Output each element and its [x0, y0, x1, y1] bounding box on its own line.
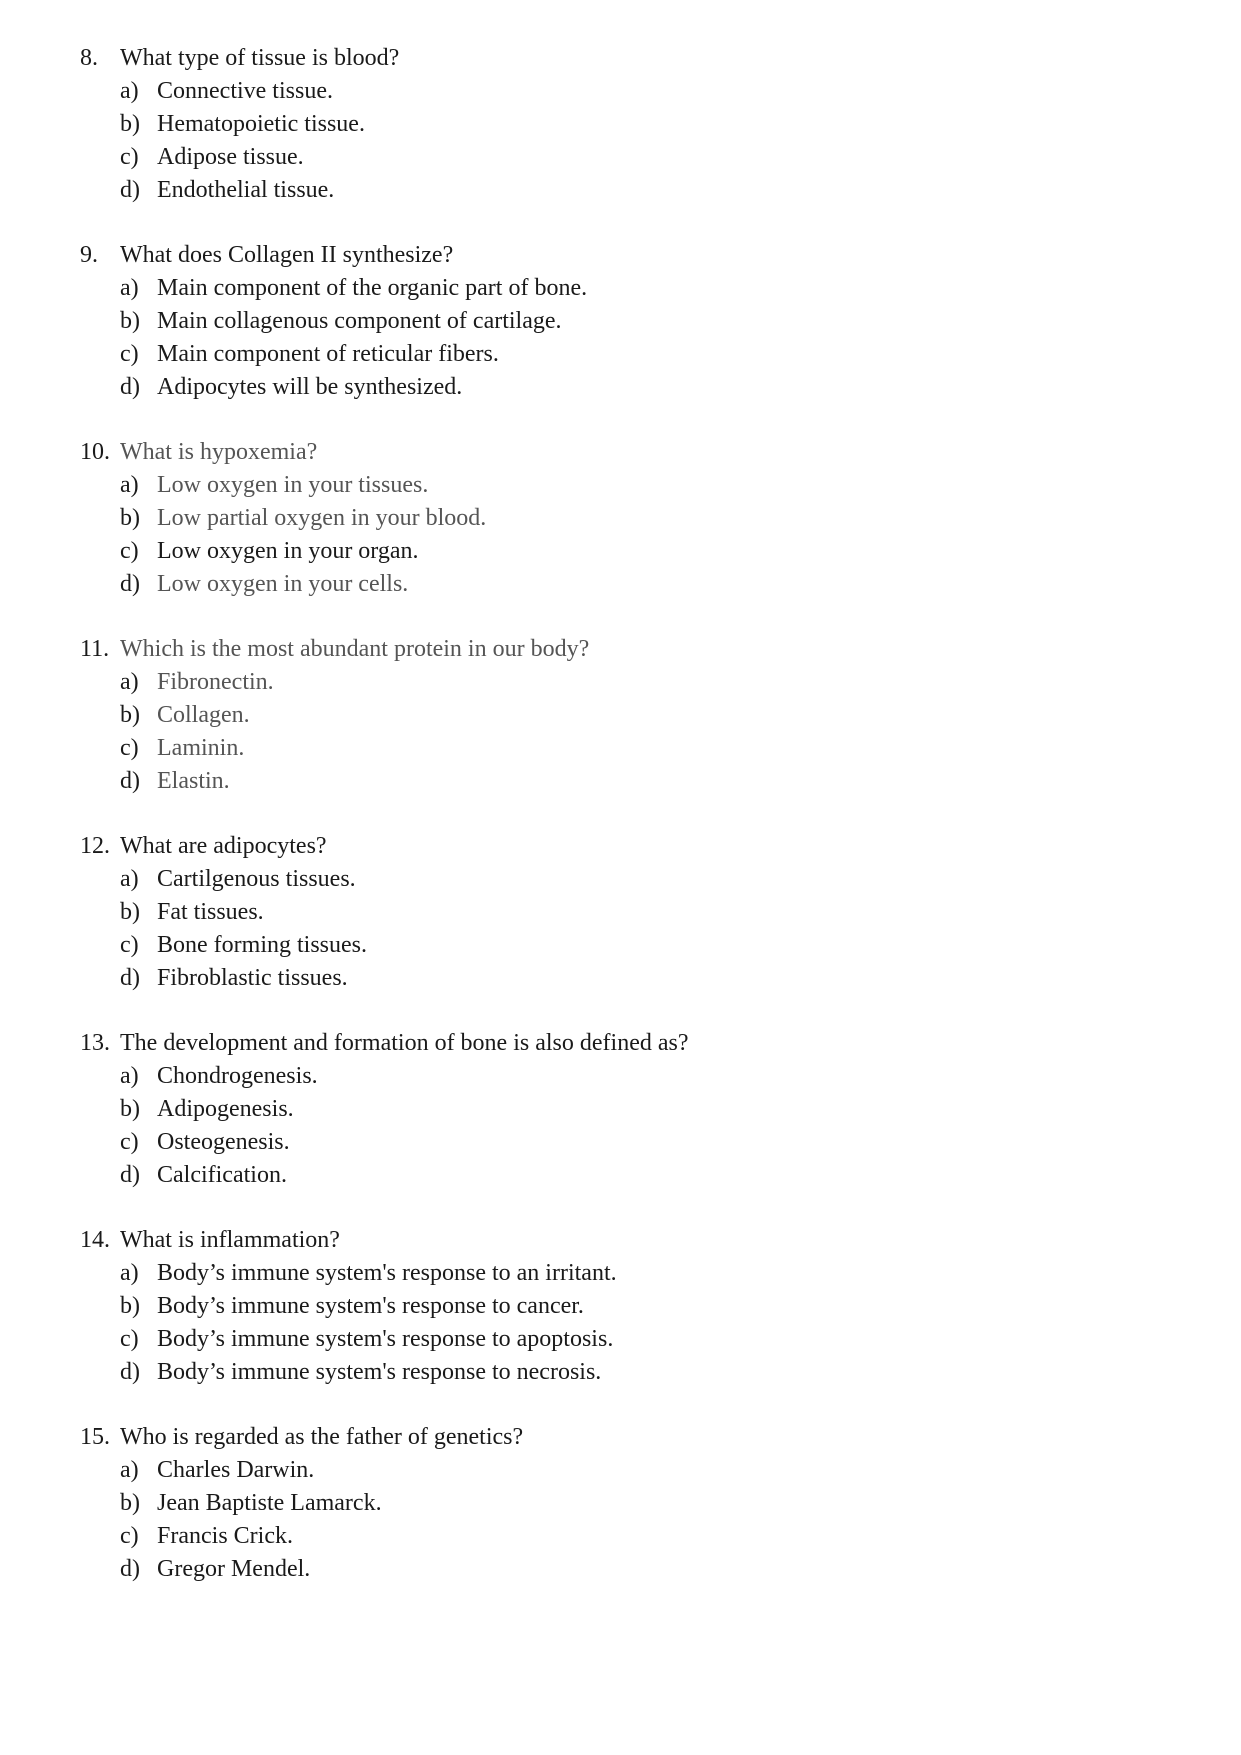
option-text: Bone forming tissues.	[157, 932, 367, 958]
question-number: 10.	[80, 439, 110, 465]
option-letter: b)	[120, 1490, 140, 1516]
option-text: Gregor Mendel.	[157, 1556, 311, 1582]
question-8	[80, 42, 1160, 207]
option-d	[80, 371, 1160, 404]
question-number: 9.	[80, 242, 98, 268]
option-text: Fibroblastic tissues.	[157, 965, 348, 991]
option-text: Fibronectin.	[157, 669, 274, 695]
option-d	[80, 1159, 1160, 1192]
option-letter: a)	[120, 866, 139, 892]
option-d	[80, 765, 1160, 798]
question-number: 14.	[80, 1227, 110, 1253]
option-letter: d)	[120, 1359, 140, 1385]
option-letter: b)	[120, 899, 140, 925]
option-letter: d)	[120, 177, 140, 203]
option-letter: d)	[120, 965, 140, 991]
option-text: Hematopoietic tissue.	[157, 111, 365, 137]
option-text: Adipose tissue.	[157, 144, 304, 170]
question-stem	[80, 1421, 1160, 1454]
question-stem	[80, 239, 1160, 272]
option-letter: d)	[120, 374, 140, 400]
option-text: Osteogenesis.	[157, 1129, 290, 1155]
option-letter: c)	[120, 735, 139, 761]
option-a	[80, 469, 1160, 502]
option-letter: c)	[120, 1326, 139, 1352]
question-text: What type of tissue is blood?	[120, 45, 400, 71]
option-d	[80, 1356, 1160, 1389]
question-14	[80, 1224, 1160, 1389]
option-text: Body’s immune system's response to necrosis.	[157, 1359, 602, 1385]
option-text: Low oxygen in your tissues.	[157, 472, 429, 498]
option-letter: c)	[120, 1523, 139, 1549]
option-c	[80, 732, 1160, 765]
option-letter: c)	[120, 538, 139, 564]
question-text: The development and formation of bone is also defined as?	[120, 1030, 689, 1056]
question-9	[80, 239, 1160, 404]
option-text: Chondrogenesis.	[157, 1063, 318, 1089]
question-number: 12.	[80, 833, 110, 859]
question-number: 11.	[80, 636, 110, 662]
option-text: Endothelial tissue.	[157, 177, 335, 203]
option-text: Low oxygen in your organ.	[157, 538, 419, 564]
option-a	[80, 272, 1160, 305]
option-letter: d)	[120, 768, 140, 794]
option-b	[80, 108, 1160, 141]
option-text: Adipogenesis.	[157, 1096, 294, 1122]
option-text: Main component of reticular fibers.	[157, 341, 499, 367]
option-b	[80, 896, 1160, 929]
question-stem	[80, 436, 1160, 469]
option-a	[80, 666, 1160, 699]
option-letter: a)	[120, 472, 139, 498]
option-text: Main collagenous component of cartilage.	[157, 308, 562, 334]
question-15	[80, 1421, 1160, 1586]
question-text: What are adipocytes?	[120, 833, 327, 859]
question-stem	[80, 1027, 1160, 1060]
option-d	[80, 962, 1160, 995]
option-letter: a)	[120, 1260, 139, 1286]
option-text: Connective tissue.	[157, 78, 333, 104]
option-letter: b)	[120, 702, 140, 728]
option-letter: a)	[120, 1457, 139, 1483]
option-text: Adipocytes will be synthesized.	[157, 374, 463, 400]
option-letter: a)	[120, 275, 139, 301]
question-text: What does Collagen II synthesize?	[120, 242, 454, 268]
option-b	[80, 699, 1160, 732]
option-c	[80, 929, 1160, 962]
option-text: Jean Baptiste Lamarck.	[157, 1490, 382, 1516]
option-letter: d)	[120, 571, 140, 597]
option-letter: d)	[120, 1556, 140, 1582]
option-letter: a)	[120, 669, 139, 695]
question-number: 13.	[80, 1030, 110, 1056]
option-c	[80, 535, 1160, 568]
option-d	[80, 1553, 1160, 1586]
option-letter: b)	[120, 111, 140, 137]
question-text: What is inflammation?	[120, 1227, 340, 1253]
option-text: Body’s immune system's response to cancer.	[157, 1293, 584, 1319]
option-letter: a)	[120, 78, 139, 104]
option-letter: b)	[120, 1293, 140, 1319]
option-letter: a)	[120, 1063, 139, 1089]
question-stem	[80, 1224, 1160, 1257]
option-letter: b)	[120, 505, 140, 531]
option-text: Low partial oxygen in your blood.	[157, 505, 487, 531]
option-b	[80, 1093, 1160, 1126]
option-letter: c)	[120, 1129, 139, 1155]
option-text: Main component of the organic part of bone.	[157, 275, 588, 301]
option-letter: b)	[120, 1096, 140, 1122]
option-text: Elastin.	[157, 768, 230, 794]
option-c	[80, 1126, 1160, 1159]
option-a	[80, 1060, 1160, 1093]
option-text: Charles Darwin.	[157, 1457, 315, 1483]
question-number: 15.	[80, 1424, 110, 1450]
option-d	[80, 568, 1160, 601]
option-c	[80, 141, 1160, 174]
option-a	[80, 1454, 1160, 1487]
option-b	[80, 305, 1160, 338]
option-text: Francis Crick.	[157, 1523, 293, 1549]
option-text: Body’s immune system's response to an irritant.	[157, 1260, 617, 1286]
question-text: Who is regarded as the father of genetics?	[120, 1424, 524, 1450]
question-12	[80, 830, 1160, 995]
option-a	[80, 75, 1160, 108]
option-text: Cartilgenous tissues.	[157, 866, 356, 892]
question-11	[80, 633, 1160, 798]
option-letter: c)	[120, 932, 139, 958]
option-letter: c)	[120, 144, 139, 170]
option-text: Fat tissues.	[157, 899, 264, 925]
option-text: Laminin.	[157, 735, 245, 761]
question-text: Which is the most abundant protein in our body?	[120, 636, 590, 662]
option-b	[80, 1290, 1160, 1323]
option-c	[80, 1520, 1160, 1553]
option-letter: d)	[120, 1162, 140, 1188]
option-text: Calcification.	[157, 1162, 287, 1188]
question-number: 8.	[80, 45, 98, 71]
option-text: Body’s immune system's response to apoptosis.	[157, 1326, 614, 1352]
option-letter: c)	[120, 341, 139, 367]
question-text: What is hypoxemia?	[120, 439, 318, 465]
question-stem	[80, 42, 1160, 75]
option-b	[80, 1487, 1160, 1520]
question-stem	[80, 633, 1160, 666]
option-c	[80, 1323, 1160, 1356]
option-a	[80, 863, 1160, 896]
question-stem	[80, 830, 1160, 863]
option-text: Collagen.	[157, 702, 250, 728]
question-13	[80, 1027, 1160, 1192]
option-d	[80, 174, 1160, 207]
option-text: Low oxygen in your cells.	[157, 571, 409, 597]
question-10	[80, 436, 1160, 601]
option-b	[80, 502, 1160, 535]
option-a	[80, 1257, 1160, 1290]
option-c	[80, 338, 1160, 371]
option-letter: b)	[120, 308, 140, 334]
